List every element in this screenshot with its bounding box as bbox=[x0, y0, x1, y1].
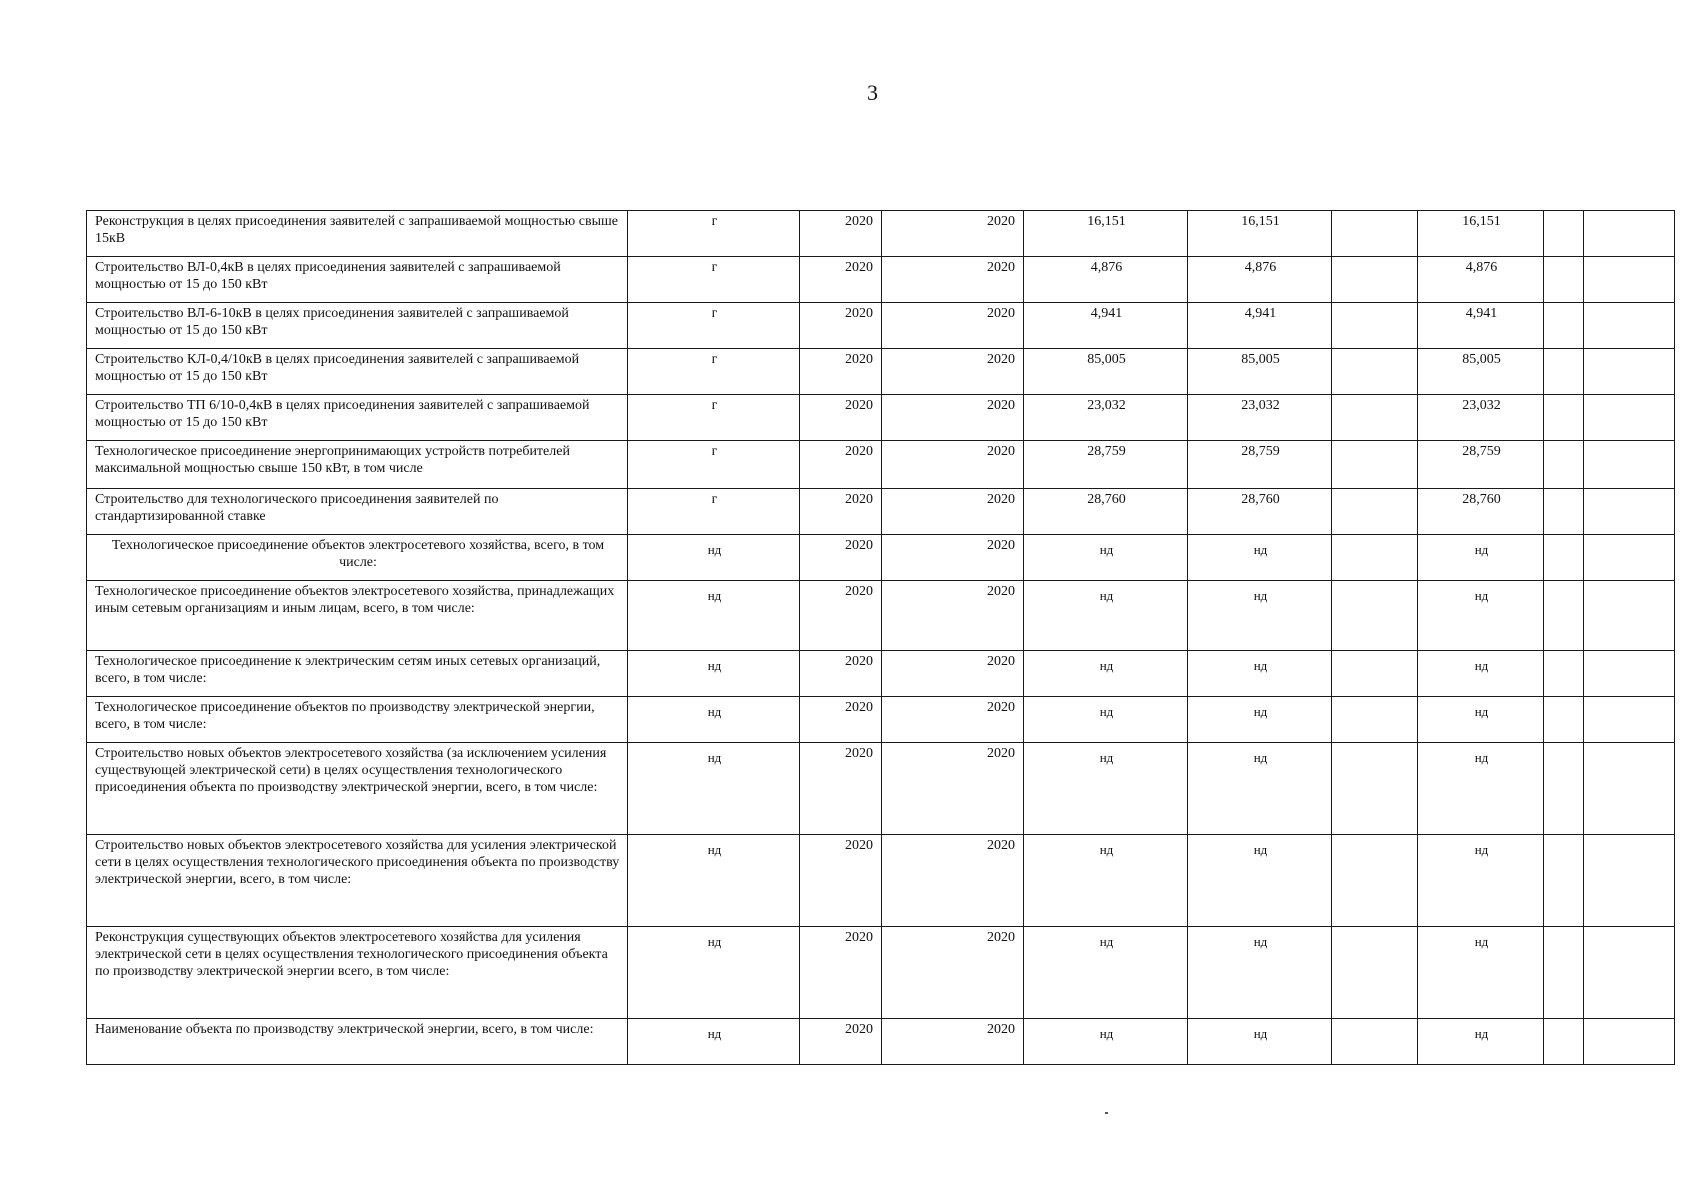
row-value-4-cell: 23,032 bbox=[1418, 395, 1544, 441]
row-value-4-cell: нд bbox=[1418, 835, 1544, 927]
row-value-6-cell bbox=[1584, 927, 1675, 1019]
row-value-2-cell: 28,760 bbox=[1188, 489, 1332, 535]
row-unit-cell: нд bbox=[628, 1019, 800, 1065]
row-year-start-cell: 2020 bbox=[800, 257, 882, 303]
table-row bbox=[87, 535, 1675, 581]
row-value-2-cell: нд bbox=[1188, 1019, 1332, 1065]
row-year-start-cell: 2020 bbox=[800, 835, 882, 927]
row-value-5-cell bbox=[1544, 743, 1584, 835]
row-year-start-cell: 2020 bbox=[800, 1019, 882, 1065]
row-year-start-cell: 2020 bbox=[800, 395, 882, 441]
row-year-start-cell: 2020 bbox=[800, 441, 882, 489]
row-value-5-cell bbox=[1544, 489, 1584, 535]
row-value-5-cell bbox=[1544, 349, 1584, 395]
row-name-cell: Технологическое присоединение энергопринимающих устройств потребителей максимальной мощностью свыше 150 кВт, в том числе bbox=[87, 441, 628, 489]
table-row bbox=[87, 697, 1675, 743]
row-value-2-cell: 28,759 bbox=[1188, 441, 1332, 489]
table-row bbox=[87, 835, 1675, 927]
row-value-2-cell: 4,941 bbox=[1188, 303, 1332, 349]
row-year-start-cell: 2020 bbox=[800, 651, 882, 697]
row-value-6-cell bbox=[1584, 697, 1675, 743]
row-year-start-cell: 2020 bbox=[800, 743, 882, 835]
row-value-6-cell bbox=[1584, 257, 1675, 303]
row-value-6-cell bbox=[1584, 489, 1675, 535]
row-value-5-cell bbox=[1544, 535, 1584, 581]
row-value-3-cell bbox=[1332, 651, 1418, 697]
row-value-6-cell bbox=[1584, 211, 1675, 257]
row-year-end-cell: 2020 bbox=[882, 743, 1024, 835]
row-value-3-cell bbox=[1332, 927, 1418, 1019]
row-value-1-cell: нд bbox=[1024, 581, 1188, 651]
row-value-6-cell bbox=[1584, 303, 1675, 349]
row-name-cell: Строительство ТП 6/10-0,4кВ в целях присоединения заявителей с запрашиваемой мощностью от 15 до 150 кВт bbox=[87, 395, 628, 441]
row-value-6-cell bbox=[1584, 1019, 1675, 1065]
row-value-2-cell: нд bbox=[1188, 651, 1332, 697]
row-value-2-cell: нд bbox=[1188, 743, 1332, 835]
row-year-end-cell: 2020 bbox=[882, 535, 1024, 581]
row-value-2-cell: нд bbox=[1188, 581, 1332, 651]
row-unit-cell: нд bbox=[628, 651, 800, 697]
row-value-6-cell bbox=[1584, 651, 1675, 697]
row-value-4-cell: 16,151 bbox=[1418, 211, 1544, 257]
investment-table bbox=[86, 210, 1675, 1065]
row-value-3-cell bbox=[1332, 349, 1418, 395]
row-value-6-cell bbox=[1584, 395, 1675, 441]
row-value-1-cell: 28,760 bbox=[1024, 489, 1188, 535]
table-row bbox=[87, 211, 1675, 257]
row-value-1-cell: 23,032 bbox=[1024, 395, 1188, 441]
table-body bbox=[87, 211, 1675, 1065]
row-value-1-cell: 4,941 bbox=[1024, 303, 1188, 349]
row-value-4-cell: нд bbox=[1418, 581, 1544, 651]
table-row bbox=[87, 257, 1675, 303]
row-unit-cell: нд bbox=[628, 743, 800, 835]
row-year-start-cell: 2020 bbox=[800, 927, 882, 1019]
row-value-1-cell: 4,876 bbox=[1024, 257, 1188, 303]
row-value-3-cell bbox=[1332, 303, 1418, 349]
row-value-4-cell: нд bbox=[1418, 927, 1544, 1019]
row-value-5-cell bbox=[1544, 835, 1584, 927]
row-unit-cell: г bbox=[628, 257, 800, 303]
row-value-2-cell: 85,005 bbox=[1188, 349, 1332, 395]
row-value-5-cell bbox=[1544, 211, 1584, 257]
row-value-3-cell bbox=[1332, 1019, 1418, 1065]
row-value-5-cell bbox=[1544, 1019, 1584, 1065]
row-unit-cell: г bbox=[628, 441, 800, 489]
row-value-4-cell: нд bbox=[1418, 1019, 1544, 1065]
row-unit-cell: г bbox=[628, 211, 800, 257]
table-row bbox=[87, 441, 1675, 489]
row-value-4-cell: 85,005 bbox=[1418, 349, 1544, 395]
row-value-1-cell: нд bbox=[1024, 697, 1188, 743]
row-unit-cell: г bbox=[628, 395, 800, 441]
row-value-6-cell bbox=[1584, 535, 1675, 581]
row-value-5-cell bbox=[1544, 927, 1584, 1019]
row-unit-cell: г bbox=[628, 349, 800, 395]
row-value-2-cell: нд bbox=[1188, 835, 1332, 927]
row-value-1-cell: 16,151 bbox=[1024, 211, 1188, 257]
row-value-5-cell bbox=[1544, 257, 1584, 303]
row-value-1-cell: нд bbox=[1024, 535, 1188, 581]
row-value-5-cell bbox=[1544, 395, 1584, 441]
row-year-end-cell: 2020 bbox=[882, 257, 1024, 303]
row-value-6-cell bbox=[1584, 441, 1675, 489]
row-name-cell: Реконструкция в целях присоединения заявителей с запрашиваемой мощностью свыше 15кВ bbox=[87, 211, 628, 257]
row-name-cell: Технологическое присоединение объектов электросетевого хозяйства, принадлежащих иным сетевым организациям и иным лицам, всего, в том числе: bbox=[87, 581, 628, 651]
row-value-2-cell: 23,032 bbox=[1188, 395, 1332, 441]
row-unit-cell: г bbox=[628, 489, 800, 535]
row-unit-cell: нд bbox=[628, 927, 800, 1019]
row-year-start-cell: 2020 bbox=[800, 303, 882, 349]
row-value-4-cell: 28,759 bbox=[1418, 441, 1544, 489]
row-value-3-cell bbox=[1332, 743, 1418, 835]
row-year-end-cell: 2020 bbox=[882, 651, 1024, 697]
row-value-4-cell: нд bbox=[1418, 535, 1544, 581]
row-value-4-cell: 4,941 bbox=[1418, 303, 1544, 349]
row-value-3-cell bbox=[1332, 489, 1418, 535]
row-value-2-cell: 16,151 bbox=[1188, 211, 1332, 257]
table-row bbox=[87, 651, 1675, 697]
row-unit-cell: г bbox=[628, 303, 800, 349]
row-year-end-cell: 2020 bbox=[882, 1019, 1024, 1065]
row-value-3-cell bbox=[1332, 395, 1418, 441]
row-year-end-cell: 2020 bbox=[882, 395, 1024, 441]
row-name-cell: Строительство ВЛ-0,4кВ в целях присоединения заявителей с запрашиваемой мощностью от 15 до 150 кВт bbox=[87, 257, 628, 303]
row-year-end-cell: 2020 bbox=[882, 835, 1024, 927]
row-value-2-cell: 4,876 bbox=[1188, 257, 1332, 303]
row-value-2-cell: нд bbox=[1188, 927, 1332, 1019]
row-value-5-cell bbox=[1544, 651, 1584, 697]
row-value-1-cell: 85,005 bbox=[1024, 349, 1188, 395]
row-value-1-cell: нд bbox=[1024, 743, 1188, 835]
table-row bbox=[87, 349, 1675, 395]
row-unit-cell: нд bbox=[628, 581, 800, 651]
row-value-6-cell bbox=[1584, 835, 1675, 927]
row-name-cell: Технологическое присоединение объектов по производству электрической энергии, всего, в том числе: bbox=[87, 697, 628, 743]
row-value-3-cell bbox=[1332, 257, 1418, 303]
row-name-cell: Технологическое присоединение к электрическим сетям иных сетевых организаций, всего, в том числе: bbox=[87, 651, 628, 697]
row-value-3-cell bbox=[1332, 697, 1418, 743]
row-value-2-cell: нд bbox=[1188, 535, 1332, 581]
row-year-start-cell: 2020 bbox=[800, 489, 882, 535]
row-value-1-cell: нд bbox=[1024, 651, 1188, 697]
row-year-start-cell: 2020 bbox=[800, 697, 882, 743]
row-value-4-cell: 4,876 bbox=[1418, 257, 1544, 303]
page-number: 3 bbox=[867, 80, 878, 105]
table-row bbox=[87, 927, 1675, 1019]
row-year-end-cell: 2020 bbox=[882, 581, 1024, 651]
row-name-cell: Строительство новых объектов электросетевого хозяйства для усиления электрической сети в целях осуществления технологического присоединения объекта по производству электрической энергии, всего, в том числе: bbox=[87, 835, 628, 927]
row-year-end-cell: 2020 bbox=[882, 927, 1024, 1019]
row-value-6-cell bbox=[1584, 349, 1675, 395]
row-value-6-cell bbox=[1584, 581, 1675, 651]
row-year-end-cell: 2020 bbox=[882, 489, 1024, 535]
row-unit-cell: нд bbox=[628, 835, 800, 927]
row-value-3-cell bbox=[1332, 441, 1418, 489]
row-value-1-cell: нд bbox=[1024, 835, 1188, 927]
table-row bbox=[87, 1019, 1675, 1065]
row-name-cell: Строительство ВЛ-6-10кВ в целях присоединения заявителей с запрашиваемой мощностью от 15 до 150 кВт bbox=[87, 303, 628, 349]
row-value-5-cell bbox=[1544, 441, 1584, 489]
table-row bbox=[87, 581, 1675, 651]
row-value-3-cell bbox=[1332, 211, 1418, 257]
row-name-cell: Технологическое присоединение объектов электросетевого хозяйства, всего, в том числе: bbox=[87, 535, 628, 581]
row-value-3-cell bbox=[1332, 581, 1418, 651]
table-row bbox=[87, 303, 1675, 349]
row-name-cell: Строительство КЛ-0,4/10кВ в целях присоединения заявителей с запрашиваемой мощностью от 15 до 150 кВт bbox=[87, 349, 628, 395]
row-year-end-cell: 2020 bbox=[882, 441, 1024, 489]
row-value-1-cell: нд bbox=[1024, 1019, 1188, 1065]
row-value-5-cell bbox=[1544, 303, 1584, 349]
row-value-4-cell: 28,760 bbox=[1418, 489, 1544, 535]
row-value-1-cell: нд bbox=[1024, 927, 1188, 1019]
row-value-3-cell bbox=[1332, 535, 1418, 581]
row-year-start-cell: 2020 bbox=[800, 211, 882, 257]
table-row bbox=[87, 489, 1675, 535]
row-year-end-cell: 2020 bbox=[882, 303, 1024, 349]
row-value-5-cell bbox=[1544, 697, 1584, 743]
row-unit-cell: нд bbox=[628, 535, 800, 581]
row-value-2-cell: нд bbox=[1188, 697, 1332, 743]
row-name-cell: Наименование объекта по производству электрической энергии, всего, в том числе: bbox=[87, 1019, 628, 1065]
row-year-start-cell: 2020 bbox=[800, 581, 882, 651]
scan-speck bbox=[1105, 1112, 1108, 1114]
row-value-4-cell: нд bbox=[1418, 697, 1544, 743]
row-name-cell: Строительство для технологического присоединения заявителей по стандартизированной ставке bbox=[87, 489, 628, 535]
table-row bbox=[87, 743, 1675, 835]
row-value-1-cell: 28,759 bbox=[1024, 441, 1188, 489]
row-year-start-cell: 2020 bbox=[800, 349, 882, 395]
row-name-cell: Строительство новых объектов электросетевого хозяйства (за исключением усиления существующей электрической сети) в целях осуществления технологического присоединения объекта по производству электрической энергии, всего, в том числе: bbox=[87, 743, 628, 835]
table-row bbox=[87, 395, 1675, 441]
row-value-3-cell bbox=[1332, 835, 1418, 927]
row-year-end-cell: 2020 bbox=[882, 349, 1024, 395]
row-value-4-cell: нд bbox=[1418, 743, 1544, 835]
row-year-start-cell: 2020 bbox=[800, 535, 882, 581]
row-value-6-cell bbox=[1584, 743, 1675, 835]
row-year-end-cell: 2020 bbox=[882, 697, 1024, 743]
row-value-4-cell: нд bbox=[1418, 651, 1544, 697]
row-unit-cell: нд bbox=[628, 697, 800, 743]
row-name-cell: Реконструкция существующих объектов электросетевого хозяйства для усиления электрической сети в целях осуществления технологического присоединения объекта по производству электрической энергии всего, в том числе: bbox=[87, 927, 628, 1019]
row-year-end-cell: 2020 bbox=[882, 211, 1024, 257]
row-value-5-cell bbox=[1544, 581, 1584, 651]
